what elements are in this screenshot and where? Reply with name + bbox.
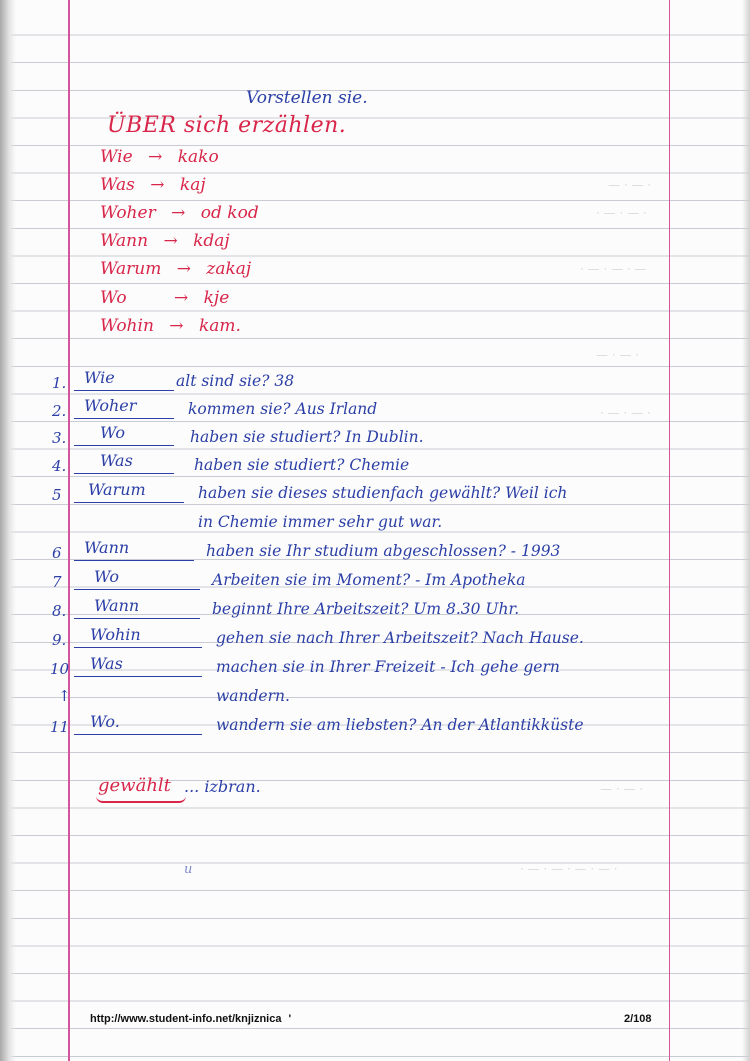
right-margin-line <box>669 0 670 1061</box>
bleed-through-mark: · — · — · <box>596 206 647 220</box>
exercise-number: 3. <box>52 429 67 447</box>
section-title: ÜBER sich erzählen. <box>107 113 347 138</box>
note-translation: ... izbran. <box>184 777 261 796</box>
answer-word: Wann <box>94 596 140 615</box>
arrow-icon: → <box>173 288 189 308</box>
answer-blank <box>74 392 174 419</box>
exercise-sentence: beginnt Ihre Arbeitszeit? Um 8.30 Uhr. <box>212 600 520 618</box>
answer-word: Was <box>100 451 133 470</box>
bleed-through-mark: · — · — · <box>600 406 651 420</box>
exercise-sentence: gehen sie nach Ihrer Arbeitszeit? Nach Hause. <box>216 629 584 647</box>
answer-blank <box>74 476 184 503</box>
exercise-sentence: haben sie studiert? Chemie <box>194 456 410 474</box>
answer-word: Was <box>90 654 123 673</box>
exercise-sentence-continuation: in Chemie immer sehr gut war. <box>198 513 443 531</box>
answer-blank <box>74 447 174 474</box>
footer-url[interactable] <box>90 1013 291 1025</box>
answer-word: Wo. <box>90 712 120 731</box>
exercise-sentence: haben sie dieses studienfach gewählt? Weil ich <box>198 484 568 502</box>
footer-tick: ' <box>288 1013 292 1025</box>
vocab-german: Wie <box>100 147 133 167</box>
answer-word: Warum <box>88 480 146 499</box>
bleed-through-mark: · — · — · — · — · <box>520 862 618 876</box>
exercise-sentence: haben sie Ihr studium abgeschlossen? - 1993 <box>206 542 561 560</box>
vocab-item <box>100 147 219 167</box>
vocab-german: Woher <box>100 203 156 223</box>
answer-blank <box>74 708 202 735</box>
arrow-icon: → <box>163 231 178 251</box>
vocab-item <box>100 203 259 223</box>
vocab-slovene: kako <box>177 147 219 167</box>
exercise-number: 4. <box>52 457 67 475</box>
exercise-number: 11 <box>50 718 70 736</box>
vocab-item <box>100 231 230 251</box>
bleed-through-mark: · — · — · — <box>580 262 647 276</box>
exercise-sentence-continuation: wandern. <box>216 687 290 705</box>
exercise-number: 2. <box>52 402 67 420</box>
answer-word: Wann <box>84 538 130 557</box>
vocab-slovene: kam. <box>198 316 241 336</box>
exercise-sentence: haben sie studiert? In Dublin. <box>190 428 424 446</box>
exercise-number: 1. <box>52 374 67 392</box>
page-heading: Vorstellen sie. <box>246 88 368 108</box>
vocab-item <box>100 288 229 308</box>
exercise-number: 9. <box>52 631 67 649</box>
vocab-slovene: kaj <box>179 175 206 195</box>
arrow-icon: → <box>171 203 186 223</box>
exercise-sentence: machen sie in Ihrer Freizeit - Ich gehe gern <box>216 658 560 676</box>
vocab-german: Warum <box>100 259 162 279</box>
vocab-item <box>100 316 241 336</box>
note-word: gewählt <box>98 775 171 796</box>
arrow-icon: → <box>148 147 163 167</box>
vocab-slovene: zakaj <box>206 259 252 279</box>
bleed-through-mark: — · — · <box>600 782 644 796</box>
answer-blank <box>74 534 194 561</box>
exercise-number: 8. <box>52 602 67 620</box>
arrow-icon: → <box>150 175 165 195</box>
stray-mark: u <box>184 862 193 877</box>
bleed-through-mark: — · — · <box>596 348 640 362</box>
vocab-german: Wohin <box>100 316 154 336</box>
exercise-sentence: wandern sie am liebsten? An der Atlantikküste <box>216 716 584 734</box>
vocab-german: Wann <box>100 231 149 251</box>
vocab-slovene: kdaj <box>193 231 230 251</box>
vocab-item <box>100 175 206 195</box>
vocab-german: Was <box>100 175 135 195</box>
vocab-item <box>100 259 251 279</box>
answer-word: Wo <box>94 567 119 586</box>
page-edge-shadow <box>0 0 16 1061</box>
answer-blank <box>74 563 200 590</box>
vocab-german: Wo <box>100 288 127 308</box>
vocab-slovene: od kod <box>200 203 259 223</box>
answer-word: Woher <box>84 396 137 415</box>
note-underline <box>96 796 186 803</box>
exercise-number: 7 <box>52 573 62 591</box>
arrow-icon: → <box>169 316 184 336</box>
answer-blank <box>74 650 202 677</box>
exercise-number: 10 <box>50 660 70 678</box>
exercise-number: 6 <box>52 544 62 562</box>
vocab-slovene: kje <box>203 288 230 308</box>
answer-blank <box>74 364 174 391</box>
answer-word: Wohin <box>90 625 141 644</box>
answer-blank <box>74 419 174 446</box>
bleed-through-mark: — · — · <box>608 178 652 192</box>
answer-blank <box>74 621 202 648</box>
exercise-sentence: kommen sie? Aus Irland <box>188 400 378 418</box>
page-number: 2/108 <box>624 1013 652 1025</box>
exercise-sentence: Arbeiten sie im Moment? - Im Apotheka <box>212 571 526 589</box>
answer-blank <box>74 592 200 619</box>
page-edge-shadow-right <box>742 0 750 1061</box>
arrow-icon: → <box>176 259 191 279</box>
answer-word: Wie <box>84 368 115 387</box>
footer-url-text: http://www.student-info.net/knjiznica <box>90 1013 282 1025</box>
up-arrow-icon: ↑ <box>58 687 71 705</box>
left-margin-line <box>68 0 70 1061</box>
exercise-sentence: alt sind sie? 38 <box>176 372 295 390</box>
exercise-number: 5 <box>52 486 62 504</box>
answer-word: Wo <box>100 423 125 442</box>
